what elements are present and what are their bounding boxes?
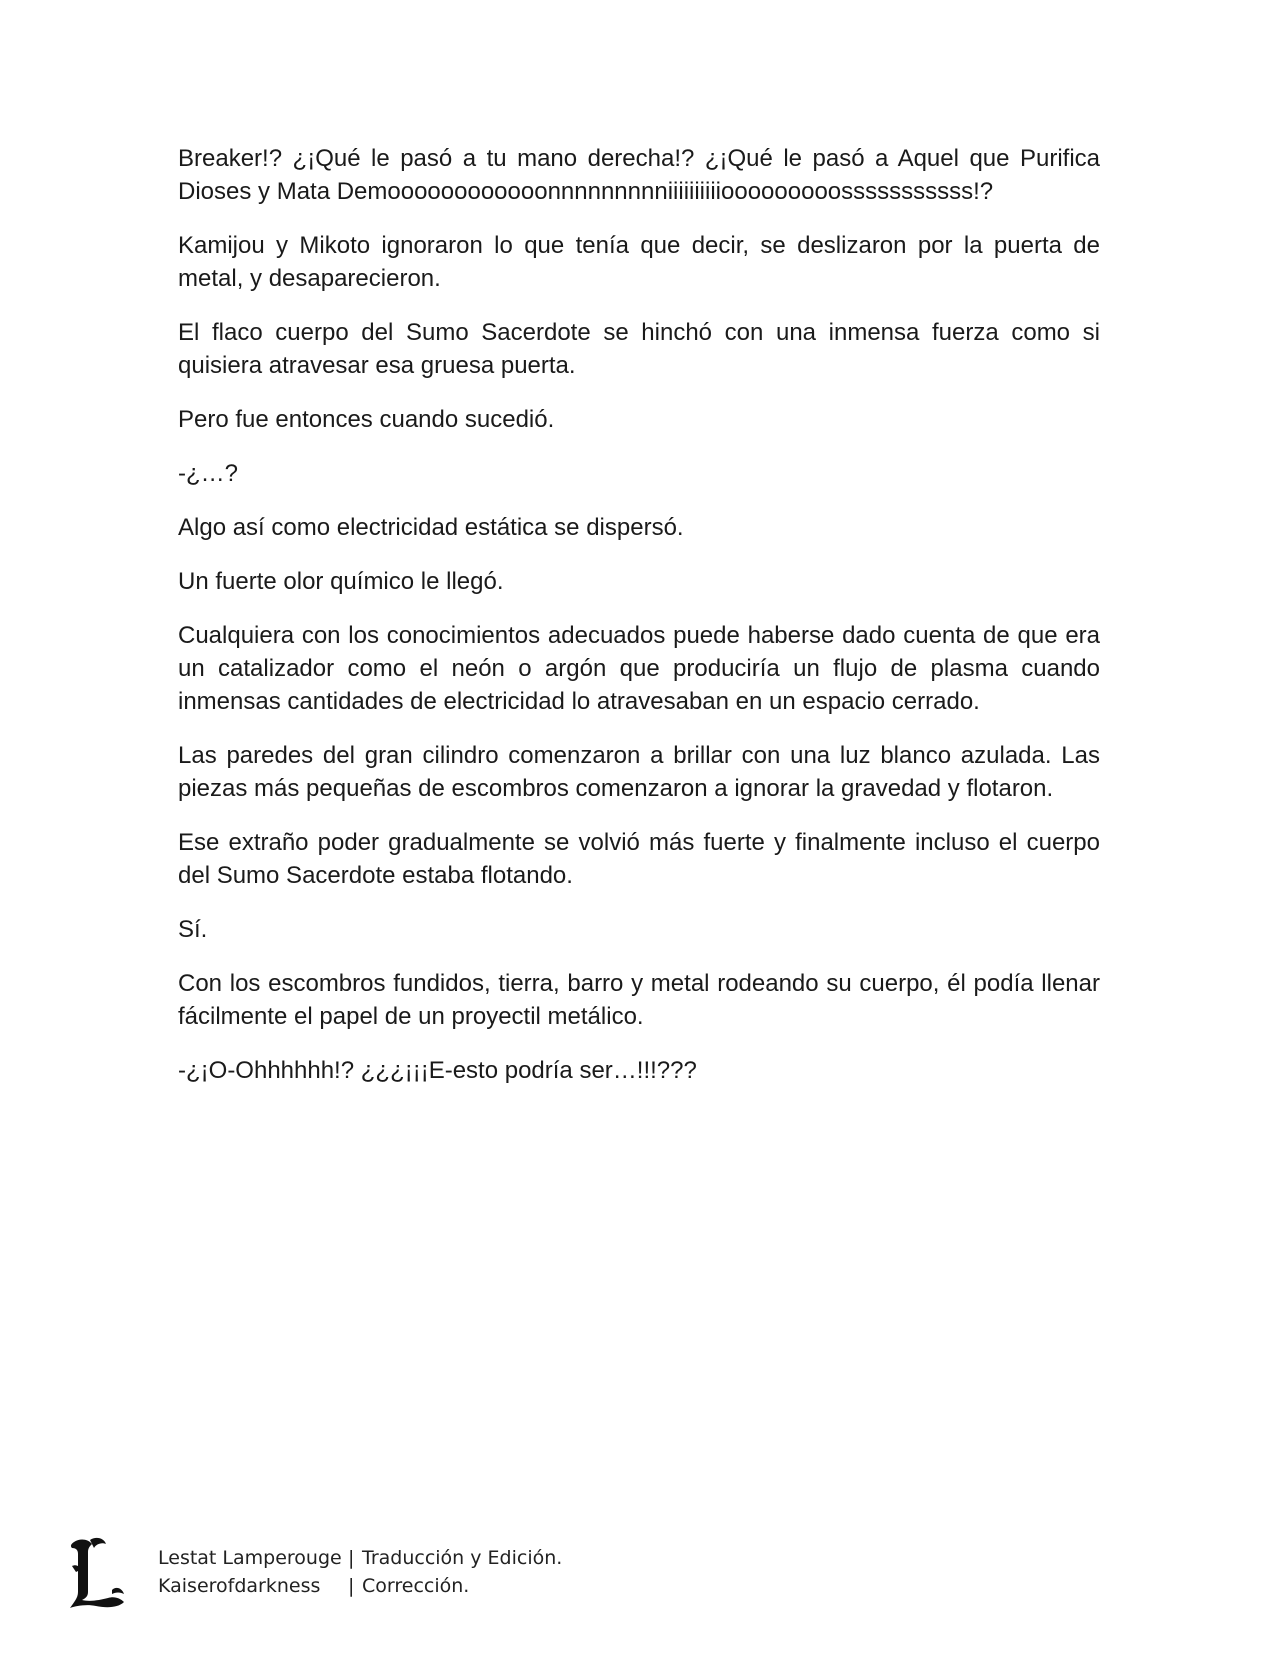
- paragraph-4: Pero fue entonces cuando sucedió.: [178, 406, 555, 433]
- paragraph-8: Cualquiera con los conocimientos adecuados puede haberse dado cuenta de que era un catalizador como el neón o argón que produciría un flujo de plasma cuando inmensas cantidades de electricidad lo atravesaban en un espacio cerrado.: [178, 622, 1100, 715]
- document-body: [178, 142, 1100, 1108]
- gothic-l-icon: [66, 1536, 128, 1610]
- credit-role: Traducción y Edición.: [362, 1547, 563, 1569]
- paragraph-1: Breaker!? ¿¡Qué le pasó a tu mano derecha!? ¿¡Qué le pasó a Aquel que Purifica Dioses y Mata Demoooooooooooonnnnnnnnniiiiiiiiiiooooooooosssssssssss!?: [178, 145, 1100, 205]
- credits: [158, 1544, 562, 1600]
- paragraph-12: Con los escombros fundidos, tierra, barro y metal rodeando su cuerpo, él podía llenar fácilmente el papel de un proyectil metálico.: [178, 970, 1100, 1030]
- page-footer: [66, 1536, 766, 1626]
- credit-role: Corrección.: [362, 1575, 470, 1597]
- credit-separator: |: [348, 1575, 355, 1597]
- paragraph-10: Ese extraño poder gradualmente se volvió más fuerte y finalmente incluso el cuerpo del Sumo Sacerdote estaba flotando.: [178, 829, 1100, 889]
- paragraph-2: Kamijou y Mikoto ignoraron lo que tenía que decir, se deslizaron por la puerta de metal, y desaparecieron.: [178, 232, 1100, 292]
- paragraph-13: -¿¡O-Ohhhhhh!? ¿¿¿¡¡¡E-esto podría ser…!!!???: [178, 1057, 697, 1084]
- paragraph-9: Las paredes del gran cilindro comenzaron a brillar con una luz blanco azulada. Las piezas más pequeñas de escombros comenzaron a ignorar la gravedad y flotaron.: [178, 742, 1100, 802]
- paragraph-3: El flaco cuerpo del Sumo Sacerdote se hinchó con una inmensa fuerza como si quisiera atravesar esa gruesa puerta.: [178, 319, 1100, 379]
- credit-name: Kaiserofdarkness: [158, 1575, 321, 1597]
- credit-name: Lestat Lamperouge: [158, 1547, 342, 1569]
- paragraph-5: -¿…?: [178, 460, 238, 487]
- credit-line-1: [158, 1544, 562, 1572]
- credit-line-2: [158, 1572, 562, 1600]
- paragraph-11: Sí.: [178, 916, 208, 943]
- credit-separator: |: [348, 1547, 355, 1569]
- paragraph-7: Un fuerte olor químico le llegó.: [178, 568, 504, 595]
- paragraph-6: Algo así como electricidad estática se dispersó.: [178, 514, 684, 541]
